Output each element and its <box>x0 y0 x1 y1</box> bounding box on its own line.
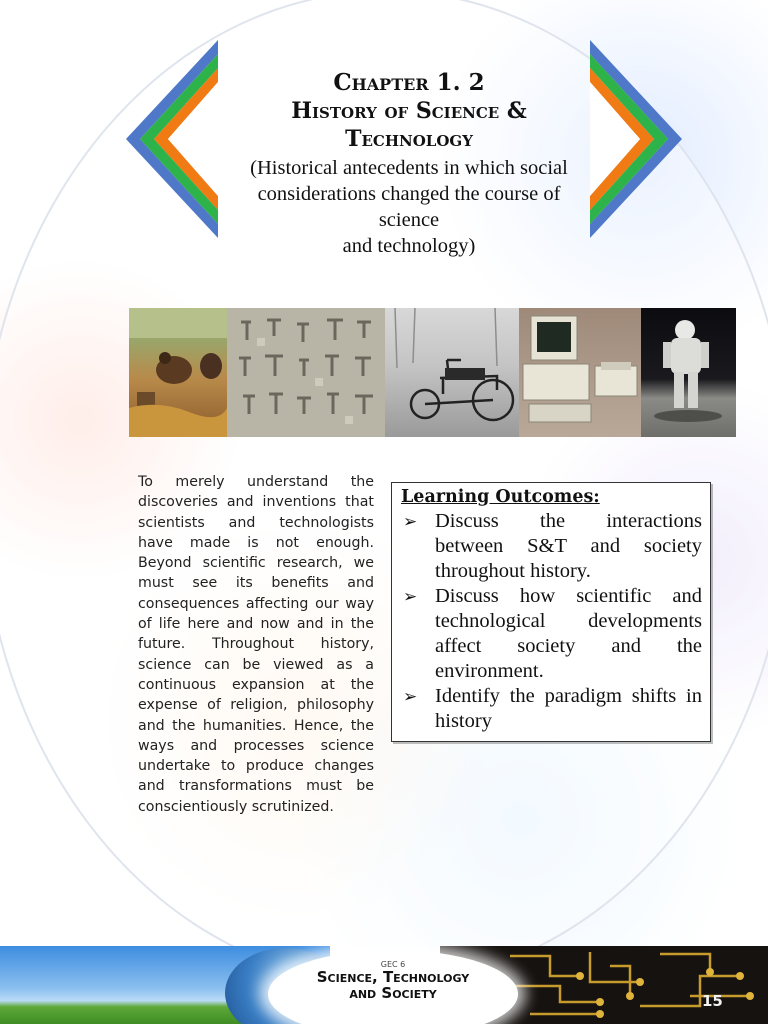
learning-outcomes-title: Learning Outcomes: <box>401 487 600 507</box>
learning-outcome-text: Discuss how scientific and technological developments affect society and the environment. <box>435 585 702 682</box>
arrow-bullet-icon: ➢ <box>403 512 418 531</box>
chapter-subtitle <box>200 155 618 259</box>
chapter-header <box>200 68 618 259</box>
history-photo-strip <box>129 308 736 437</box>
learning-outcomes-box <box>391 482 711 742</box>
personal-computer-photo <box>519 308 641 437</box>
learning-outcome-item <box>401 684 702 734</box>
learning-outcome-text: Discuss the interactions between S&T and society throughout history. <box>435 510 702 582</box>
course-title-block <box>268 960 518 1001</box>
ancient-farmers-photo <box>129 308 227 437</box>
subtitle-line: considerations changed the course of <box>257 183 561 205</box>
subtitle-line: (Historical antecedents in which social <box>250 157 568 179</box>
arrow-bullet-icon: ➢ <box>403 687 418 706</box>
learning-outcome-text: Identify the paradigm shifts in history <box>435 685 702 732</box>
chapter-number: Chapter 1. 2 <box>333 69 485 96</box>
course-code: GEC 6 <box>380 960 406 969</box>
subtitle-line: science <box>378 209 440 231</box>
subtitle-line: and technology) <box>342 235 476 257</box>
cuneiform-tablet-photo <box>227 308 385 437</box>
page-footer <box>0 946 768 1024</box>
course-title-line1: Science, Technology <box>316 968 470 986</box>
introduction-paragraph: To merely understand the discoveries and inventions that scientists and technologists have made is not enough. Beyond scientific research, we must see its benefits and consequences affecting our way of life here and now and in the future. Throughout history, science can be viewed as a continuous expansion at the expense of religion, philosophy and the humanities. Hence, the ways and processes science undertake to produce changes and transformations must be conscientiously scrutinized. <box>138 474 374 815</box>
arrow-bullet-icon: ➢ <box>403 587 418 606</box>
course-title-line2: and Society <box>349 984 437 1002</box>
early-motor-car-photo <box>385 308 519 437</box>
chapter-title-line1: History of Science & <box>291 98 527 124</box>
chapter-title-line2: Technology <box>345 126 473 152</box>
learning-outcome-item <box>401 584 702 684</box>
learning-outcome-item <box>401 509 702 584</box>
page-number: 15 <box>702 992 723 1010</box>
learning-outcomes-list <box>401 509 702 734</box>
astronaut-moon-photo <box>641 308 736 437</box>
